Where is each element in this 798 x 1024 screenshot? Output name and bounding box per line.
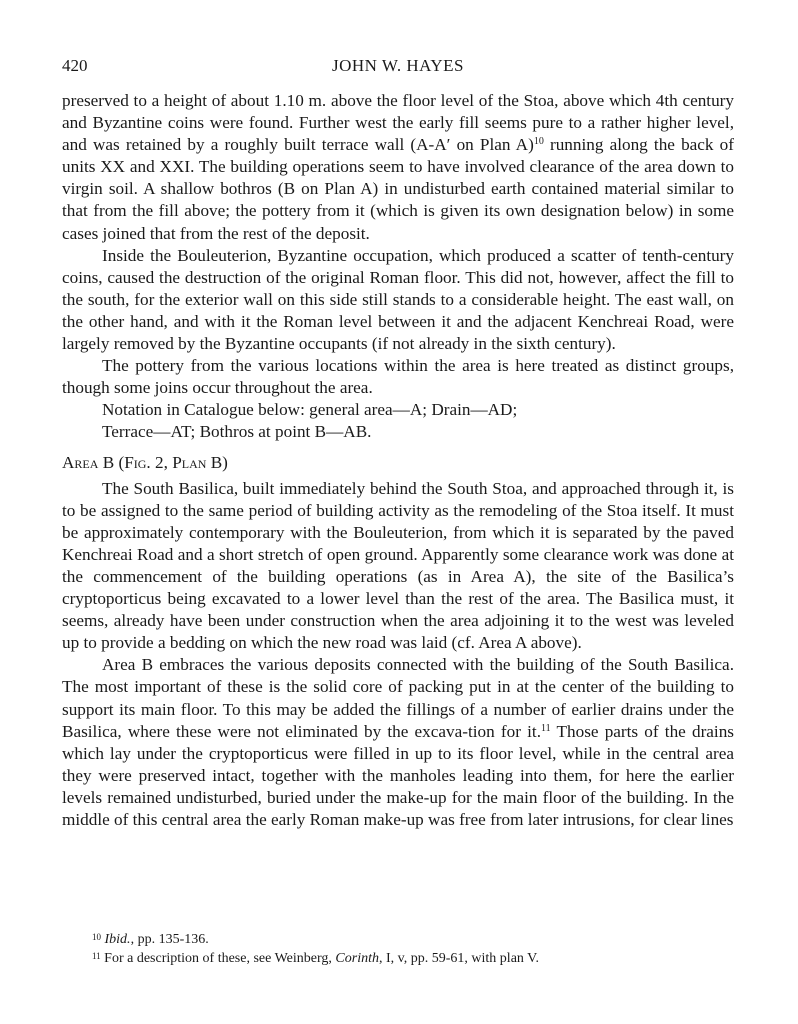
paragraph-1 (62, 90, 734, 245)
paragraph-5-continued: Those parts of the drains which lay under the cryptoporticus were filled in up to its floor level, while in the central area they were preserved intact, together with the manholes leading into them, for here the earlier levels remained undisturbed, buried under the make-up for the main floor of the building. In the middle of this central area the early Roman make-up was free from later intrusions, for clear lines (62, 721, 734, 829)
page-header (62, 56, 734, 82)
footnote-11-pre: For a description of these, see Weinberg, (104, 951, 336, 966)
footnotes (62, 930, 734, 968)
paragraph-5-text: Area B embraces the various deposits connected with the building of the South Basilica. The most important of these is the solid core of packing put in at the center of the building to support its main floor. To this may be added the fillings of a number of earlier drains under the Basilica, where these were not eliminated by the excava-tion for it. (62, 655, 734, 741)
footnote-10-text: , pp. 135-136. (130, 932, 209, 947)
paragraph-1-continued: running along the back of units XX and XXI. The building operations seem to have involved clearance of the area down to virgin soil. A shallow bothros (B on Plan A) in undisturbed earth contained material similar to that from the fill above; the pottery from it (which is given its own designation below) in some cases joined that from the rest of the deposit. (62, 135, 734, 243)
notation-line-1: Notation in Catalogue below: general area—A; Drain—AD; (102, 400, 518, 420)
footnote-ref-11[interactable]: 11 (540, 722, 551, 734)
footnote-10 (92, 930, 734, 949)
footnote-number-11: 11 (92, 951, 101, 961)
paragraph-2: Inside the Bouleuterion, Byzantine occupation, which produced a scatter of tenth-century coins, caused the destruction of the original Roman floor. This did not, however, affect the fill to the south, for the exterior wall on this side still stands to a considerable height. The east wall, on the other hand, and with it the Roman level between it and the adjacent Kenchreai Road, were largely removed by the Byzantine occupants (if not already in the sixth century). (62, 245, 734, 354)
section-heading-area-b: Area B (Fig. 2, Plan B) (62, 452, 228, 472)
footnote-number-10: 10 (92, 932, 101, 942)
footnote-11-text: , I, v, pp. 59-61, with plan V. (379, 951, 539, 966)
paragraph-1-text: preserved to a height of about 1.10 m. above the floor level of the Stoa, above which 4th century and Byzantine coins were found. Further west the early fill seems pure to a rather higher level, and was retained by a roughly built terrace wall (A-A′ on Plan A) (62, 91, 734, 155)
paragraph-5 (62, 654, 734, 831)
footnote-ref-10[interactable]: 10 (533, 136, 544, 148)
running-head: JOHN W. HAYES (332, 56, 464, 75)
notation-line-2: Terrace—AT; Bothros at point B—AB. (102, 422, 372, 442)
page-number: 420 (62, 56, 88, 75)
body-text (62, 90, 734, 831)
footnote-11 (92, 949, 734, 968)
footnote-10-italic: Ibid. (104, 932, 131, 947)
paragraph-4: The South Basilica, built immediately behind the South Stoa, and approached through it, is to be assigned to the same period of building activity as the remodeling of the Stoa itself. It must be approximately contemporary with the Bouleuterion, from which it is separated by the paved Kenchreai Road and a short stretch of open ground. Apparently some clearance work was done at the commencement of the building operations (as in Area A), the site of the Basilica’s cryptoporticus being excavated to a lower level than the rest of the area. The Basilica must, it seems, already have been under construction when the area adjoining it to the west was leveled up to provide a bedding on which the new road was laid (cf. Area A above). (62, 478, 734, 653)
page (62, 56, 734, 831)
footnote-11-italic: Corinth (335, 951, 379, 966)
paragraph-3: The pottery from the various locations within the area is here treated as distinct groups, though some joins occur throughout the area. (62, 356, 734, 398)
